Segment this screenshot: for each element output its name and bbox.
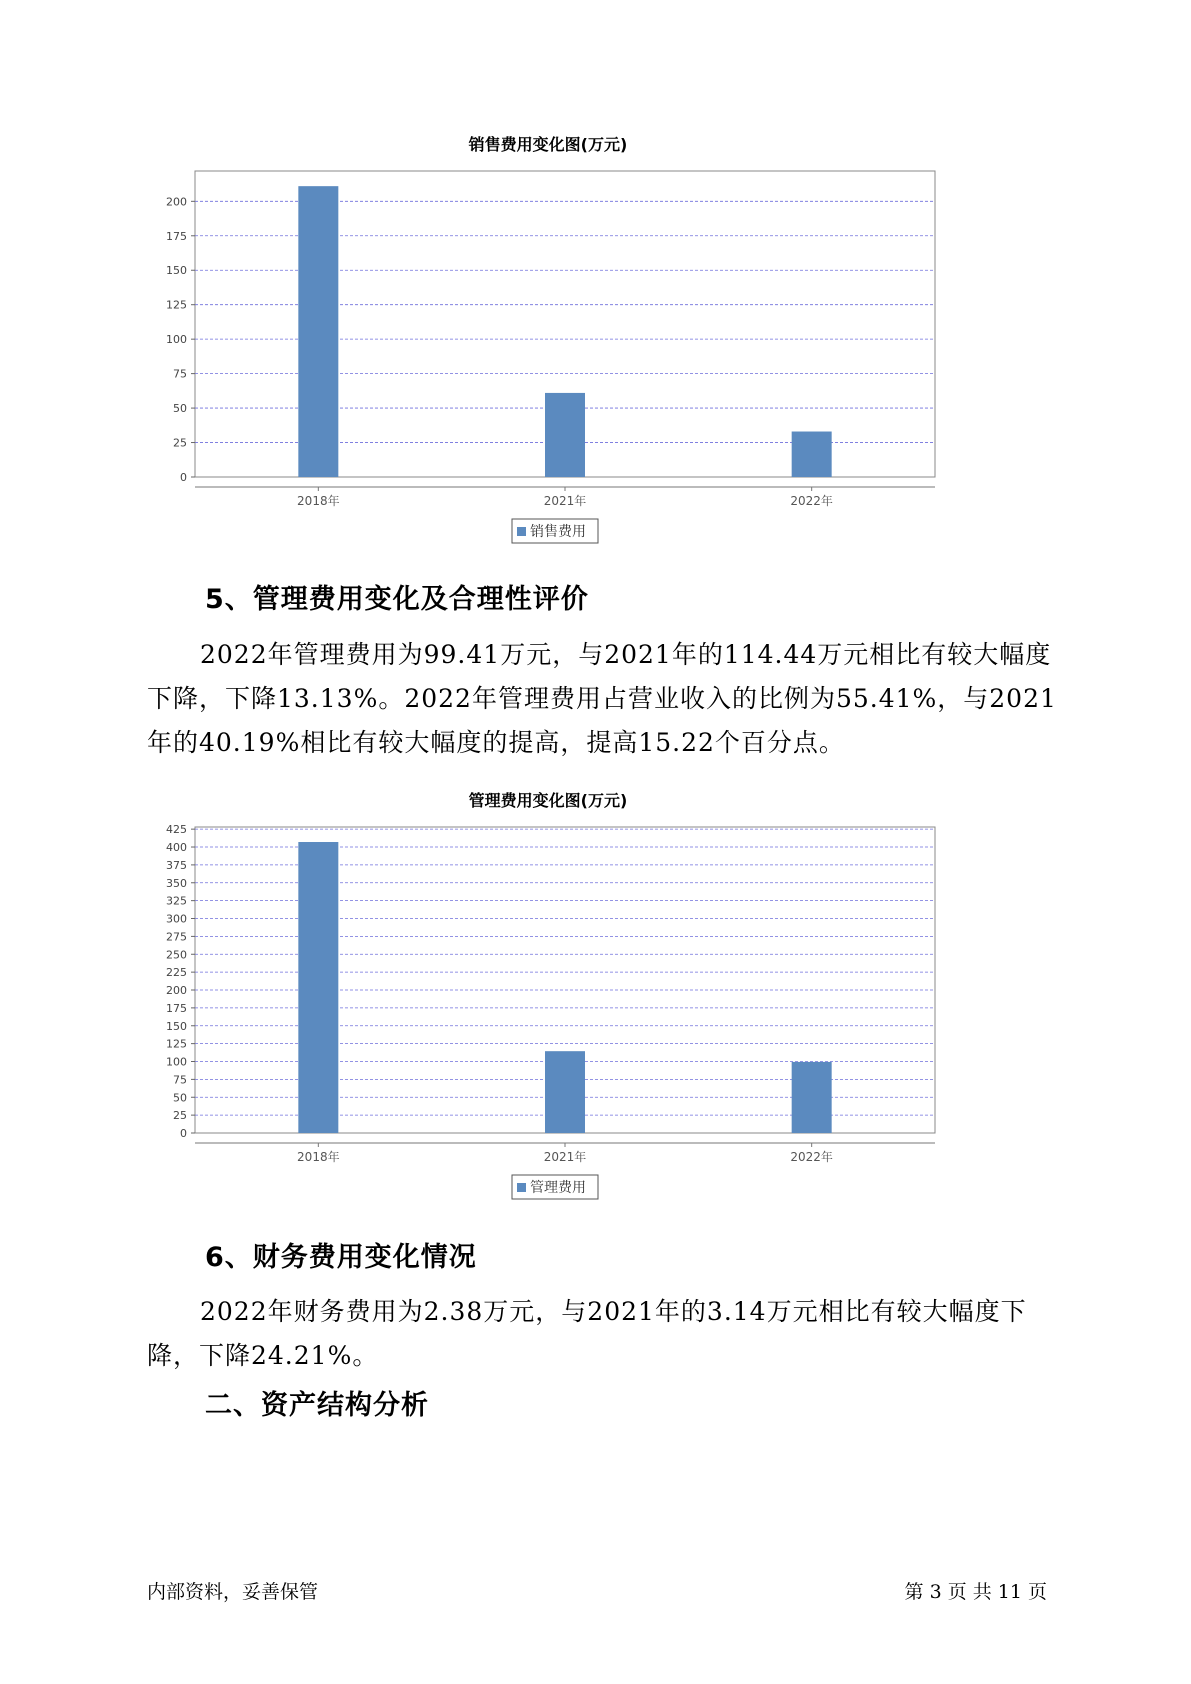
sales-expense-chart-svg — [150, 128, 1030, 548]
y-tick-label: 75 — [173, 1073, 187, 1087]
y-tick-label: 100 — [166, 1055, 187, 1069]
footer-confidential-note: 内部资料，妥善保管 — [147, 1581, 319, 1603]
y-tick-label: 325 — [166, 894, 187, 908]
bar — [545, 393, 585, 477]
bar — [792, 1062, 832, 1133]
y-tick-label: 175 — [166, 1001, 187, 1015]
y-tick-label: 350 — [166, 876, 187, 890]
legend-label: 销售费用 — [530, 524, 586, 540]
finance-expense-heading: 6、财务费用变化情况 — [205, 1242, 477, 1273]
admin-expense-paragraph: 2022年管理费用为99.41万元，与2021年的114.44万元相比有较大幅度下降，下降13.13%。2022年管理费用占营业收入的比例为55.41%，与2021年的40.19%相比有较大幅度的提高，提高15.22个百分点。 — [147, 640, 1057, 757]
y-tick-label: 50 — [173, 1091, 187, 1105]
y-tick-label: 150 — [166, 264, 187, 278]
legend-label: 管理费用 — [530, 1180, 586, 1196]
legend-swatch — [517, 527, 526, 536]
y-tick-label: 0 — [180, 471, 187, 484]
asset-structure-heading: 二、资产结构分析 — [205, 1390, 429, 1421]
bar — [298, 186, 338, 477]
y-tick-label: 25 — [173, 436, 187, 450]
y-tick-label: 25 — [173, 1109, 187, 1123]
y-tick-label: 75 — [173, 367, 187, 381]
y-tick-label: 250 — [166, 948, 187, 962]
admin-expense-chart-svg — [150, 784, 1030, 1204]
bar — [792, 432, 832, 477]
y-tick-label: 400 — [166, 841, 187, 855]
chart-title: 销售费用变化图(万元) — [468, 135, 628, 154]
x-tick-label: 2018年 — [297, 494, 340, 508]
sales-expense-chart — [150, 128, 1030, 548]
y-tick-label: 425 — [166, 823, 187, 837]
admin-expense-chart — [150, 784, 1030, 1204]
y-tick-label: 225 — [166, 966, 187, 980]
y-tick-label: 200 — [166, 984, 187, 998]
y-tick-label: 125 — [166, 298, 187, 312]
y-tick-label: 275 — [166, 930, 187, 944]
x-tick-label: 2021年 — [543, 494, 587, 508]
y-tick-label: 100 — [166, 333, 187, 347]
finance-expense-paragraph: 2022年财务费用为2.38万元，与2021年的3.14万元相比有较大幅度下降，下降24.21%。 — [147, 1297, 1027, 1370]
bar — [298, 842, 338, 1133]
y-tick-label: 375 — [166, 858, 187, 872]
y-tick-label: 300 — [166, 912, 187, 926]
x-tick-label: 2022年 — [790, 494, 833, 508]
x-tick-label: 2022年 — [790, 1150, 833, 1164]
legend — [512, 1175, 598, 1199]
y-tick-label: 175 — [166, 229, 187, 243]
y-tick-label: 200 — [166, 195, 187, 209]
bar — [545, 1051, 585, 1133]
legend — [512, 519, 598, 543]
y-tick-label: 150 — [166, 1019, 187, 1033]
y-tick-label: 0 — [180, 1127, 187, 1140]
admin-expense-heading: 5、管理费用变化及合理性评价 — [205, 584, 589, 615]
legend-swatch — [517, 1183, 526, 1192]
y-tick-label: 125 — [166, 1037, 187, 1051]
x-tick-label: 2018年 — [297, 1150, 340, 1164]
chart-title: 管理费用变化图(万元) — [468, 791, 628, 810]
x-tick-label: 2021年 — [543, 1150, 587, 1164]
footer-page-number: 第 3 页 共 11 页 — [904, 1581, 1047, 1603]
y-tick-label: 50 — [173, 402, 187, 416]
